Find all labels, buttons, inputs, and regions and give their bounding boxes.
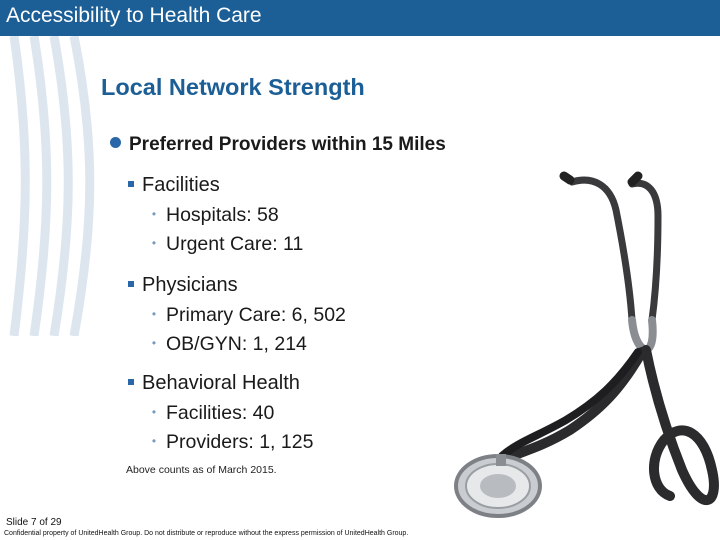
list-item <box>148 431 313 454</box>
main-bullet <box>110 134 446 160</box>
list-item-text: Providers: 1, 125 <box>166 431 314 453</box>
confidentiality-notice: Confidential property of UnitedHealth Group. Do not distribute or reproduce without the express permission of UnitedHealth Group. <box>4 530 409 537</box>
bullet-dot-icon: • <box>151 236 157 250</box>
bullet-dot-icon: • <box>151 434 157 448</box>
group-facilities <box>128 174 220 197</box>
stethoscope-image <box>420 170 720 540</box>
main-bullet-text: Preferred Providers within 15 Miles <box>129 134 446 155</box>
list-item <box>148 402 274 425</box>
list-item <box>148 333 307 356</box>
list-item-text: Primary Care: 6, 502 <box>166 304 346 326</box>
bullet-dot-icon: • <box>151 336 157 350</box>
slide-number: Slide 7 of 29 <box>6 517 62 528</box>
bullet-square-icon <box>128 379 134 385</box>
list-item-text: Hospitals: 58 <box>166 204 279 226</box>
bullet-dot-icon: • <box>151 207 157 221</box>
list-item-text: Facilities: 40 <box>166 402 275 424</box>
bullet-dot-icon: • <box>151 405 157 419</box>
footnote: Above counts as of March 2015. <box>126 464 277 476</box>
list-item <box>148 233 303 256</box>
slide-header-title: Accessibility to Health Care <box>6 4 262 27</box>
group-label: Physicians <box>142 274 238 296</box>
bullet-square-icon <box>128 281 134 287</box>
bullet-dot-icon: • <box>151 307 157 321</box>
slide-subtitle: Local Network Strength <box>101 74 365 100</box>
group-behavioral-health <box>128 372 300 395</box>
title-bar <box>0 0 720 36</box>
list-item-text: Urgent Care: 11 <box>166 233 304 255</box>
list-item <box>148 204 279 227</box>
group-physicians <box>128 274 238 297</box>
list-item-text: OB/GYN: 1, 214 <box>166 333 307 355</box>
bullet-square-icon <box>128 181 134 187</box>
group-label: Behavioral Health <box>142 372 300 394</box>
bullet-dot-icon <box>110 137 121 148</box>
list-item <box>148 304 346 327</box>
group-label: Facilities <box>142 174 220 196</box>
